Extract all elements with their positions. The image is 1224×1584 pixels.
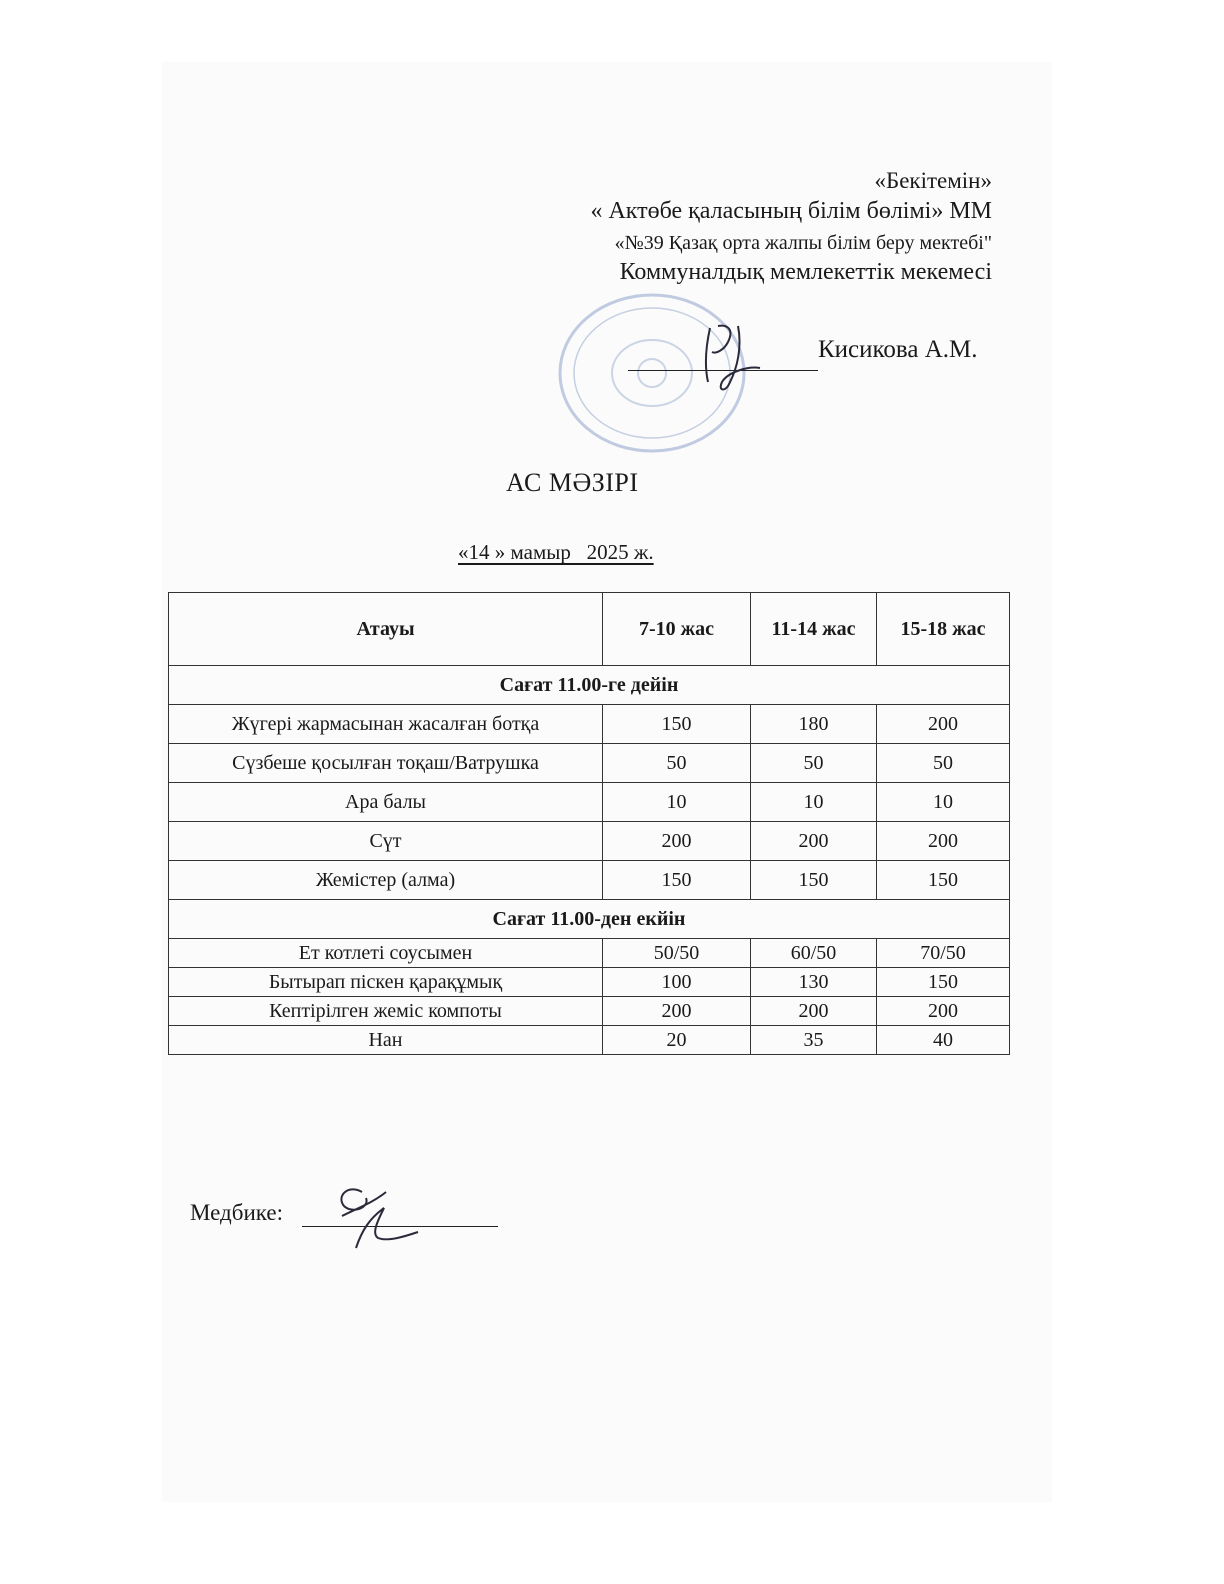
portion-cell: 200 bbox=[877, 997, 1010, 1026]
portion-cell: 10 bbox=[603, 783, 751, 822]
dish-name-cell: Ара балы bbox=[169, 783, 603, 822]
section-label: Сағат 11.00-ге дейін bbox=[169, 666, 1010, 705]
portion-cell: 70/50 bbox=[877, 939, 1010, 968]
table-row bbox=[169, 939, 1010, 968]
approval-department: « Актөбе қаласының білім бөлімі» ММ bbox=[590, 198, 992, 225]
approval-block bbox=[590, 168, 992, 287]
table-header-row bbox=[169, 593, 1010, 666]
portion-cell: 50 bbox=[751, 744, 877, 783]
approval-institution: Коммуналдық мемлекеттік мекемесі bbox=[619, 259, 992, 286]
portion-cell: 60/50 bbox=[751, 939, 877, 968]
dish-name-cell: Ет котлеті соусымен bbox=[169, 939, 603, 968]
approval-heading: «Бекітемін» bbox=[874, 168, 992, 193]
document-title: АС МӘЗІРІ bbox=[506, 468, 639, 497]
header-age-11-14: 11-14 жас bbox=[751, 593, 877, 666]
header-name: Атауы bbox=[169, 593, 603, 666]
portion-cell: 200 bbox=[877, 822, 1010, 861]
director-signature-icon bbox=[688, 316, 778, 396]
portion-cell: 200 bbox=[751, 822, 877, 861]
director-name: Кисикова А.М. bbox=[818, 336, 978, 363]
portion-cell: 10 bbox=[751, 783, 877, 822]
dish-name-cell: Кептірілген жеміс компоты bbox=[169, 997, 603, 1026]
dish-name-cell: Нан bbox=[169, 1026, 603, 1055]
dish-name-cell: Сүт bbox=[169, 822, 603, 861]
portion-cell: 200 bbox=[603, 822, 751, 861]
menu-table bbox=[168, 592, 1010, 1055]
table-row bbox=[169, 822, 1010, 861]
nurse-signature-icon bbox=[322, 1178, 422, 1250]
table-row bbox=[169, 783, 1010, 822]
table-row bbox=[169, 744, 1010, 783]
header-age-15-18: 15-18 жас bbox=[877, 593, 1010, 666]
header-age-7-10: 7-10 жас bbox=[603, 593, 751, 666]
portion-cell: 200 bbox=[877, 705, 1010, 744]
portion-cell: 150 bbox=[877, 968, 1010, 997]
nurse-label: Медбике: bbox=[190, 1200, 283, 1225]
portion-cell: 50 bbox=[603, 744, 751, 783]
approval-school: «№39 Қазақ орта жалпы білім беру мектебі" bbox=[614, 232, 992, 255]
portion-cell: 10 bbox=[877, 783, 1010, 822]
portion-cell: 50/50 bbox=[603, 939, 751, 968]
portion-cell: 150 bbox=[603, 705, 751, 744]
section-label: Сағат 11.00-ден екйін bbox=[169, 900, 1010, 939]
portion-cell: 150 bbox=[751, 861, 877, 900]
table-row bbox=[169, 705, 1010, 744]
portion-cell: 150 bbox=[877, 861, 1010, 900]
dish-name-cell: Жүгері жармасынан жасалған ботқа bbox=[169, 705, 603, 744]
table-row bbox=[169, 968, 1010, 997]
table-row bbox=[169, 1026, 1010, 1055]
dish-name-cell: Бытырап піскен қарақұмық bbox=[169, 968, 603, 997]
table-row bbox=[169, 997, 1010, 1026]
dish-name-cell: Сүзбеше қосылған тоқаш/Ватрушка bbox=[169, 744, 603, 783]
table-row bbox=[169, 861, 1010, 900]
menu-date: «14 » мамыр 2025 ж. bbox=[458, 540, 654, 564]
dish-name-cell: Жемістер (алма) bbox=[169, 861, 603, 900]
portion-cell: 35 bbox=[751, 1026, 877, 1055]
portion-cell: 50 bbox=[877, 744, 1010, 783]
portion-cell: 200 bbox=[751, 997, 877, 1026]
portion-cell: 40 bbox=[877, 1026, 1010, 1055]
portion-cell: 20 bbox=[603, 1026, 751, 1055]
portion-cell: 150 bbox=[603, 861, 751, 900]
portion-cell: 200 bbox=[603, 997, 751, 1026]
portion-cell: 100 bbox=[603, 968, 751, 997]
section-row bbox=[169, 900, 1010, 939]
portion-cell: 180 bbox=[751, 705, 877, 744]
portion-cell: 130 bbox=[751, 968, 877, 997]
section-row bbox=[169, 666, 1010, 705]
